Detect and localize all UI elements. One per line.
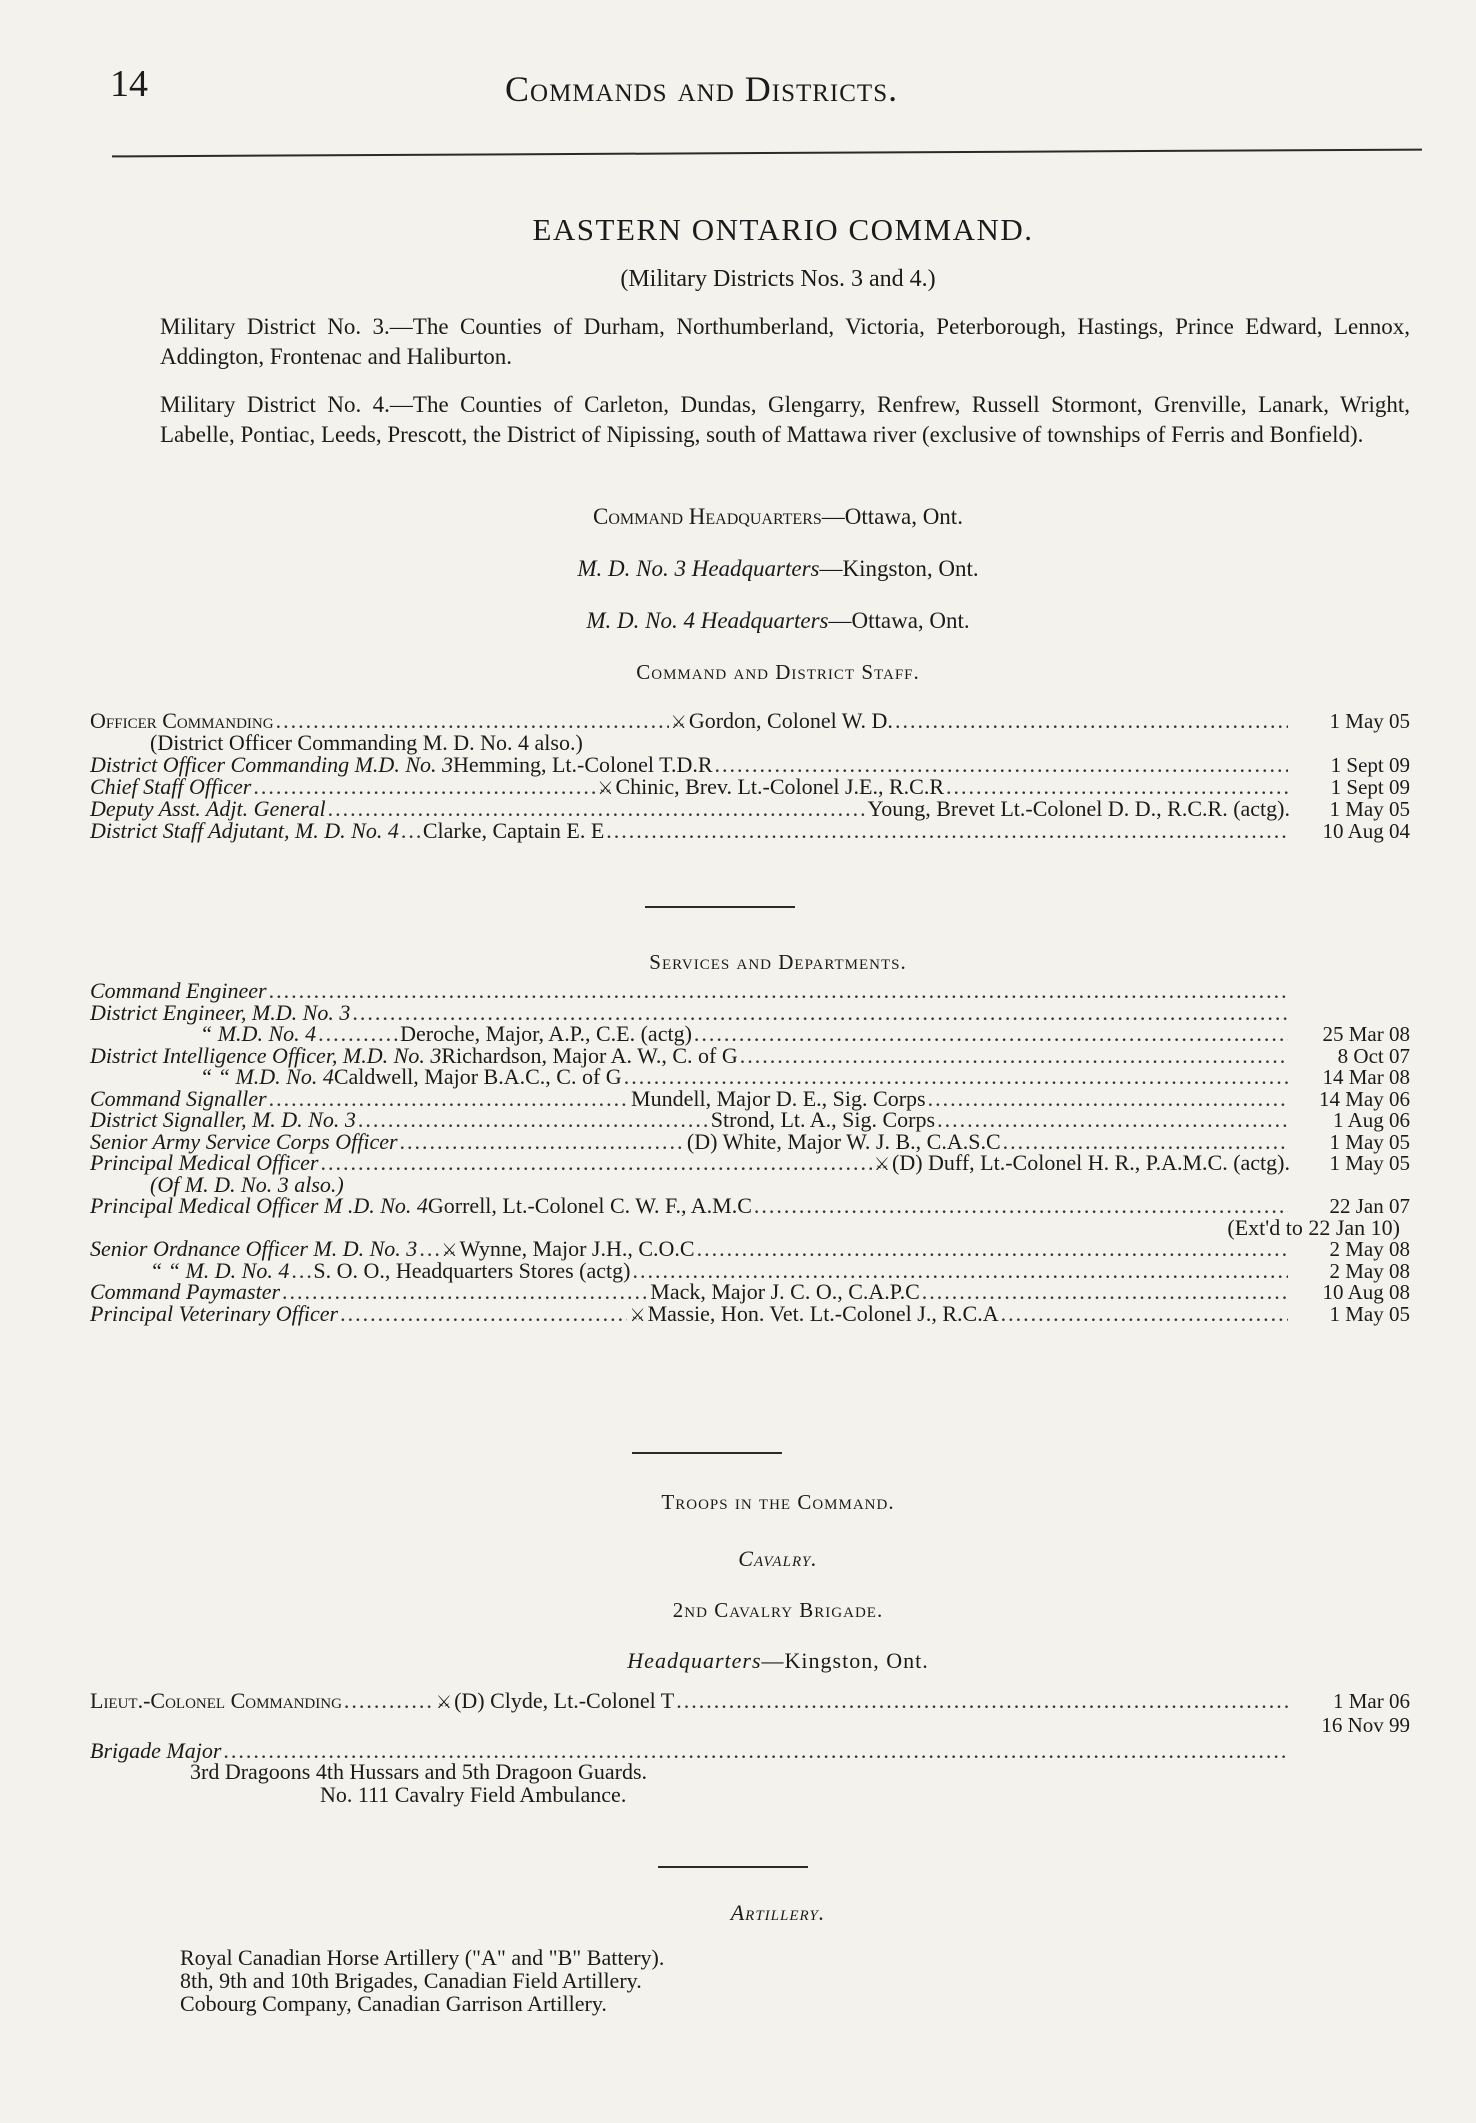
leader-dots — [401, 820, 421, 842]
services-row-name: (D) Duff, Lt.-Colonel H. R., P.A.M.C. (actg). — [892, 1150, 1290, 1175]
services-row-label: District Intelligence Officer, M.D. No. 3 — [90, 1042, 442, 1068]
services-list — [90, 980, 1410, 1324]
leader-dots — [740, 1045, 1288, 1067]
staff-row-name: Gordon, Colonel W. D. — [688, 708, 893, 733]
leader-dots — [922, 1281, 1288, 1303]
staff-section-title: Command and District Staff. — [636, 660, 920, 684]
cavalry-row-name: (D) Clyde, Lt.-Colonel T — [454, 1688, 675, 1713]
section-divider — [658, 1866, 808, 1868]
services-row — [90, 1066, 1410, 1088]
md3-hq-place: —Kingston, Ont. — [819, 556, 979, 581]
staff-row — [90, 798, 1410, 820]
services-row — [90, 1128, 1411, 1154]
staff-row-date: 1 May 05 — [1329, 797, 1410, 821]
leader-dots — [340, 1303, 627, 1325]
leader-dots — [697, 1238, 1288, 1260]
leader-dots — [318, 1023, 398, 1045]
brigade-heading: 2nd Cavalry Brigade. — [672, 1598, 884, 1622]
leader-dots — [328, 798, 866, 820]
services-row-date: 1 Aug 06 — [1332, 1108, 1410, 1132]
services-row-label: “ “ M. D. No. 4 — [150, 1257, 290, 1283]
services-row-date: 2 May 08 — [1329, 1237, 1410, 1261]
services-row-name: Deroche, Major, A.P., C.E. (actg) — [400, 1021, 692, 1046]
services-row-date: 14 May 06 — [1319, 1086, 1410, 1111]
leader-dots — [928, 1088, 1288, 1110]
services-row — [90, 999, 1410, 1025]
command-hq-place: —Ottawa, Ont. — [821, 504, 963, 529]
leader-dots — [632, 1260, 1288, 1282]
md3-headquarters — [0, 556, 1476, 582]
services-row-label: Senior Army Service Corps Officer — [90, 1128, 398, 1154]
leader-dots — [358, 1109, 709, 1131]
services-row-name: Wynne, Major J.H., C.O.C — [459, 1236, 695, 1261]
staff-row-label: District Staff Adjutant, M. D. No. 4 — [90, 818, 399, 843]
staff-row-label: District Officer Commanding M.D. No. 3 — [90, 752, 453, 777]
header-rule — [112, 149, 1422, 158]
leader-dots — [937, 1109, 1288, 1131]
staff-row-name: Clarke, Captain E. E — [422, 818, 605, 843]
staff-row-date: 1 Sept 09 — [1330, 753, 1410, 777]
services-row-name: Mundell, Major D. E., Sig. Corps — [631, 1085, 926, 1111]
leader-dots — [946, 776, 1288, 798]
command-hq-label: Command Headquarters — [593, 504, 822, 529]
services-section-title: Services and Departments. — [649, 950, 907, 974]
leader-dots — [282, 1281, 648, 1303]
page-number: 14 — [110, 63, 148, 105]
leader-dots — [895, 710, 1288, 732]
leader-dots — [344, 1688, 434, 1713]
staff-row-label: (District Officer Commanding M. D. No. 4 also.) — [150, 730, 583, 755]
services-row-date: 8 Oct 07 — [1337, 1043, 1410, 1068]
leader-dots — [269, 1088, 629, 1110]
staff-row-name: Chinic, Brev. Lt.-Colonel J.E., R.C.R — [615, 774, 945, 799]
services-row-name: (Ext'd to 22 Jan 10) — [1227, 1214, 1400, 1240]
services-row — [90, 1023, 1410, 1045]
crossed-swords-icon: ⚔ — [435, 1692, 453, 1712]
staff-row-name: Hemming, Lt.-Colonel T.D.R — [453, 752, 713, 777]
staff-row-label: Officer Commanding — [90, 708, 274, 733]
leader-dots — [1001, 1303, 1288, 1325]
services-row-date: 10 Aug 08 — [1322, 1280, 1410, 1304]
md4-hq-place: —Ottawa, Ont. — [828, 608, 970, 633]
services-row — [90, 1152, 1410, 1174]
leader-dots — [400, 1131, 685, 1153]
district-md3-text: Military District No. 3.—The Counties of Durham, Northumberland, Victoria, Peterborough, Hastings, Prince Edward, Lennox, Addington, Frontenac and Haliburton. — [160, 314, 1410, 369]
services-row-name: Richardson, Major A. W., C. of G — [441, 1042, 738, 1068]
artillery-units — [180, 1946, 664, 2015]
cavalry-row-label: Brigade Major — [90, 1738, 222, 1763]
staff-row-date: 1 May 05 — [1329, 709, 1411, 733]
services-row — [90, 1085, 1410, 1111]
services-row-label: Principal Medical Officer — [90, 1150, 319, 1175]
staff-row-label: Deputy Asst. Adjt. General — [90, 796, 326, 821]
cavalry-units — [190, 1760, 647, 1806]
services-row-name: Gorrell, Lt.-Colonel C. W. F., A.M.C — [427, 1193, 752, 1218]
services-row-label: Senior Ordnance Officer M. D. No. 3 — [90, 1236, 418, 1261]
services-row-name: (D) White, Major W. J. B., C.A.S.C — [686, 1128, 1001, 1154]
brigade-hq-label: Headquarters — [627, 1648, 762, 1673]
staff-row-note — [90, 732, 1410, 754]
leader-dots — [321, 1152, 872, 1174]
cavalry-unit: 3rd Dragoons 4th Hussars and 5th Dragoon Guards. — [190, 1759, 648, 1784]
services-row-label: “ M.D. No. 4 — [200, 1021, 317, 1046]
command-subtitle: (Military Districts Nos. 3 and 4.) — [620, 266, 936, 292]
services-row-date: 1 May 05 — [1329, 1301, 1410, 1326]
crossed-swords-icon: ⚔ — [441, 1240, 458, 1260]
services-row-label: “ “ M.D. No. 4 — [200, 1064, 334, 1089]
cavalry-row-date: 1 Mar 06 — [1333, 1689, 1410, 1713]
cavalry-heading: Cavalry. — [738, 1546, 818, 1571]
services-row-label: Principal Medical Officer M .D. No. 4 — [90, 1193, 428, 1218]
leader-dots — [291, 1260, 311, 1282]
brigade-hq-place: —Kingston, Ont. — [761, 1648, 929, 1673]
services-row-date: 14 Mar 08 — [1322, 1065, 1410, 1089]
services-row-date: 22 Jan 07 — [1329, 1194, 1410, 1218]
leader-dots — [606, 820, 1288, 842]
services-row-name: Massie, Hon. Vet. Lt.-Colonel J., R.C.A — [647, 1300, 999, 1326]
crossed-swords-icon: ⚔ — [629, 1304, 646, 1325]
services-row-label: Command Signaller — [90, 1085, 267, 1111]
services-row — [90, 1238, 1410, 1260]
services-row-label: District Engineer, M.D. No. 3 — [90, 999, 351, 1025]
cavalry-row — [90, 1688, 1410, 1713]
leader-dots — [253, 776, 595, 798]
leader-dots — [1003, 1131, 1288, 1153]
district-md4-text: Military District No. 4.—The Counties of Carleton, Dundas, Glengarry, Renfrew, Russell Stormont, Grenville, Lanark, Wright, Labelle, Pontiac, Leeds, Prescott, the District of Nipissing, south of Mattawa river (exclusive of townships of Ferris and Bonfield). — [160, 392, 1410, 447]
staff-row — [90, 776, 1410, 798]
staff-row — [90, 754, 1410, 776]
services-row-note — [90, 1171, 1410, 1197]
leader-dots — [715, 754, 1289, 776]
services-row-extension — [90, 1214, 1410, 1240]
staff-row — [90, 710, 1410, 732]
services-row — [90, 1281, 1410, 1303]
district-md4-description — [100, 390, 1410, 450]
artillery-unit: Cobourg Company, Canadian Garrison Artillery. — [180, 1991, 607, 2016]
district-md3-description — [100, 312, 1410, 372]
services-row-name: S. O. O., Headquarters Stores (actg) — [313, 1257, 631, 1283]
services-row-date: 25 Mar 08 — [1322, 1022, 1410, 1046]
section-divider — [632, 1452, 782, 1454]
leader-dots — [276, 710, 669, 732]
leader-dots — [624, 1066, 1288, 1088]
leader-dots — [694, 1023, 1288, 1045]
running-title: Commands and Districts. — [505, 69, 899, 109]
services-row — [90, 980, 1410, 1002]
services-row-date: 2 May 08 — [1329, 1258, 1410, 1283]
staff-row-name: Young, Brevet Lt.-Colonel D. D., R.C.R. (actg). — [867, 796, 1290, 821]
services-row-name: Strond, Lt. A., Sig. Corps — [710, 1107, 936, 1132]
leader-dots — [676, 1688, 1288, 1713]
services-row — [90, 1257, 1410, 1283]
artillery-unit: 8th, 9th and 10th Brigades, Canadian Field Artillery. — [180, 1968, 642, 1993]
leader-dots — [352, 1002, 1288, 1024]
services-row-label: (Of M. D. No. 3 also.) — [150, 1171, 344, 1197]
leader-dots — [419, 1238, 439, 1260]
services-row-date: 1 May 05 — [1329, 1151, 1410, 1175]
leader-dots — [754, 1195, 1288, 1217]
crossed-swords-icon: ⚔ — [597, 778, 614, 798]
command-title: EASTERN ONTARIO COMMAND. — [532, 212, 1034, 247]
services-row-label: District Signaller, M. D. No. 3 — [90, 1107, 356, 1132]
artillery-heading: Artillery. — [730, 1900, 826, 1925]
command-headquarters — [0, 504, 1476, 530]
crossed-swords-icon: ⚔ — [670, 712, 687, 732]
cavalry-row — [90, 1713, 1410, 1738]
md4-hq-label: M. D. No. 4 Headquarters — [586, 608, 829, 633]
services-row — [90, 1042, 1410, 1068]
running-head — [110, 62, 1386, 122]
services-row-name: Caldwell, Major B.A.C., C. of G — [333, 1064, 622, 1089]
services-row-name: Mack, Major J. C. O., C.A.P.C — [650, 1279, 920, 1304]
services-row-date: 1 May 05 — [1329, 1129, 1411, 1154]
cavalry-row-date: 16 Nov 99 — [1321, 1713, 1410, 1737]
services-row-label: Command Paymaster — [90, 1279, 281, 1304]
staff-row-label: Chief Staff Officer — [90, 774, 252, 799]
staff-row — [90, 820, 1410, 842]
cavalry-unit: No. 111 Cavalry Field Ambulance. — [320, 1782, 627, 1807]
staff-row-date: 1 Sept 09 — [1330, 775, 1410, 799]
services-row-label: Principal Veterinary Officer — [90, 1300, 339, 1326]
cavalry-list — [90, 1688, 1410, 1763]
services-row — [90, 1195, 1410, 1217]
staff-row-date: 10 Aug 04 — [1322, 819, 1410, 843]
staff-list — [90, 710, 1410, 842]
services-row — [90, 1109, 1410, 1131]
crossed-swords-icon: ⚔ — [873, 1154, 890, 1174]
services-row-label: Command Engineer — [90, 978, 267, 1003]
troops-section-title: Troops in the Command. — [661, 1490, 895, 1514]
artillery-unit: Royal Canadian Horse Artillery ("A" and "B" Battery). — [180, 1945, 665, 1970]
leader-dots — [269, 980, 1288, 1002]
md4-headquarters — [0, 608, 1476, 634]
brigade-headquarters — [0, 1648, 1476, 1674]
md3-hq-label: M. D. No. 3 Headquarters — [577, 556, 820, 581]
section-divider — [645, 906, 795, 908]
services-row — [90, 1300, 1410, 1326]
cavalry-row-label: Lieut.-Colonel Commanding — [90, 1688, 342, 1713]
